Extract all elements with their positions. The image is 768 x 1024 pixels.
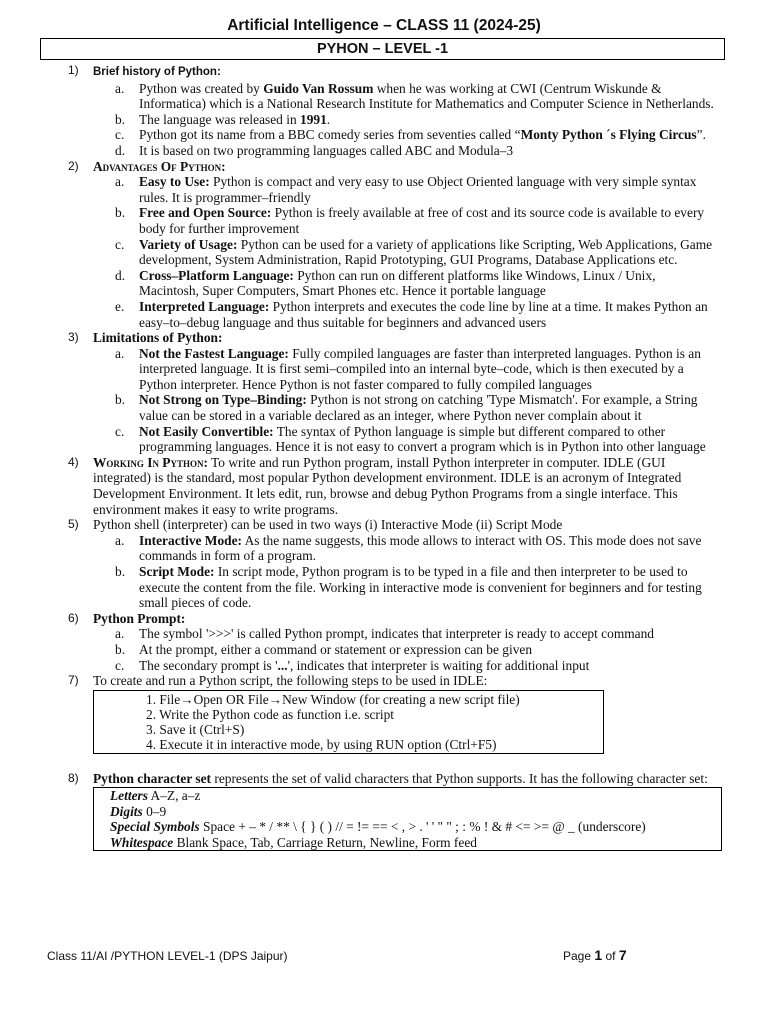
- charset-row: Letters A–Z, a–z: [110, 788, 201, 804]
- section-text: Python shell (interpreter) can be used in two ways (i) Interactive Mode (ii) Script Mode: [93, 517, 563, 533]
- list-item: a. Python was created by Guido Van Rossum when he was working at CWI (Centrum Wiskunde & Informatica) which is a National Research Institute for Mathematics and Computer Science in Netherlands.: [115, 80, 714, 112]
- charset-row: Digits 0–9: [110, 803, 167, 819]
- list-item: c. Variety of Usage: Python can be used for a variety of applications like Scripting, Web Applications, Game development, System Administration, Rapid Prototyping, GUI Programs, Database Applications etc.: [115, 236, 713, 268]
- list-item: b. Not Strong on Type–Binding: Python is not strong on catching 'Type Mismatch'. For example, a String value can be stored in a variable declared as an integer, where Python never complain about it: [115, 392, 698, 424]
- section-limitations: [0, 330, 768, 455]
- section-number: 3): [68, 330, 79, 345]
- section-heading: Python Prompt:: [93, 610, 186, 626]
- section-heading: Limitations of Python:: [93, 330, 223, 346]
- section-number: 6): [68, 610, 79, 625]
- section-number: 7): [68, 673, 79, 688]
- section-text: represents the set of valid characters that Python supports. It has the following character set:: [211, 770, 708, 786]
- section-heading: Brief history of Python:: [93, 66, 221, 78]
- section-working: [0, 455, 768, 517]
- document-title: Artificial Intelligence – CLASS 11 (2024-25): [227, 17, 541, 34]
- list-item: b. Free and Open Source: Python is freely available at free of cost and its source code is available to every body for further improvement: [115, 205, 705, 236]
- step-item: 2. Write the Python code as function i.e. script: [146, 706, 395, 722]
- list-item: d. Cross–Platform Language: Python can run on different platforms like Windows, Linux / Unix, Macintosh, Super Computers, Smart Phones etc. Hence it portable language: [115, 267, 656, 299]
- section-number: 1): [68, 63, 79, 77]
- section-heading: Working In Python:: [93, 454, 208, 470]
- section-number: 2): [68, 158, 79, 173]
- section-character-set: [0, 771, 768, 852]
- section-number: 8): [68, 770, 79, 785]
- list-item: c. The secondary prompt is '...', indicates that interpreter is waiting for additional input: [115, 657, 590, 673]
- list-item: a. Not the Fastest Language: Fully compiled languages are faster than interpreted languages. Python is an interpreted language. It is first semi–compiled into an internal byte–code, which is then executed by a Python interpreter. Hence Python is not faster compared to fully compiled languages: [115, 345, 701, 392]
- list-item: a. Interactive Mode: As the name suggests, this mode allows to interact with OS. This mode does not save commands in form of a program.: [115, 532, 702, 564]
- section-number: 4): [68, 454, 79, 469]
- list-item: e. Interpreted Language: Python interprets and executes the code line by line at a time. It makes Python an easy–to–debug language and thus suitable for beginners and advanced users: [115, 298, 708, 330]
- level-heading: PYHON – LEVEL -1: [40, 38, 725, 60]
- section-history: [0, 63, 768, 159]
- section-number: 5): [68, 517, 79, 532]
- charset-row: Whitespace Blank Space, Tab, Carriage Return, Newline, Form feed: [110, 834, 477, 850]
- step-item: 4. Execute it in interactive mode, by using RUN option (Ctrl+F5): [146, 736, 497, 752]
- steps-box: [93, 690, 604, 754]
- list-item: a. The symbol '>>>' is called Python prompt, indicates that interpreter is ready to accept command: [115, 626, 654, 642]
- section-prompt: [0, 611, 768, 673]
- step-item: 1. File→Open OR File→New Window (for creating a new script file): [146, 691, 520, 707]
- section-heading: Python character set: [93, 770, 212, 786]
- list-item: a. Easy to Use: Python is compact and very easy to use Object Oriented language with very simple syntax rules. It is programmer–friendly: [115, 174, 697, 205]
- section-shell-modes: [0, 517, 768, 611]
- list-item: d. It is based on two programming languages called ABC and Modula–3: [115, 142, 514, 158]
- list-item: c. Python got its name from a BBC comedy series from seventies called “Monty Python ´s Flying Circus”.: [115, 127, 706, 143]
- list-item: b. Script Mode: In script mode, Python program is to be typed in a file and then interpreter to be used to execute the content from the file. Working in interactive mode is convenient for beginners and for testing small pieces of code.: [115, 564, 702, 611]
- section-script-steps: [0, 673, 768, 754]
- list-item: b. At the prompt, either a command or statement or expression can be given: [115, 641, 533, 657]
- section-advantages: [0, 159, 768, 331]
- section-heading: Advantages Of Python:: [93, 158, 226, 174]
- footer-label: Class 11/AI /PYTHON LEVEL-1 (DPS Jaipur): [47, 949, 288, 963]
- list-item: b. The language was released in 1991.: [115, 111, 331, 127]
- list-item: c. Not Easily Convertible: The syntax of Python language is simple but different compared to other programming languages. Hence it is not easy to convert a program which is in Python into other language: [115, 423, 706, 455]
- charset-box: [93, 787, 722, 851]
- document-body: [0, 63, 768, 851]
- step-item: 3. Save it (Ctrl+S): [146, 721, 245, 737]
- section-text: To create and run a Python script, the following steps to be used in IDLE:: [93, 673, 488, 689]
- section-text: To write and run Python program, install Python interpreter in computer. IDLE (GUI integrated) is the standard, most popular Python development environment. IDLE is an acronym of Integrated Development Environment. It lets edit, run, browse and debug Python Programs from a single interface. This environment makes it easy to write programs.: [93, 454, 682, 517]
- charset-row: Special Symbols Space + – * / ** \ { } ( ) // = != == < , > . ' ' " " ; : % ! & # <= >= @ _ (underscore): [110, 819, 646, 835]
- page-number: Page 1 of 7: [563, 947, 627, 963]
